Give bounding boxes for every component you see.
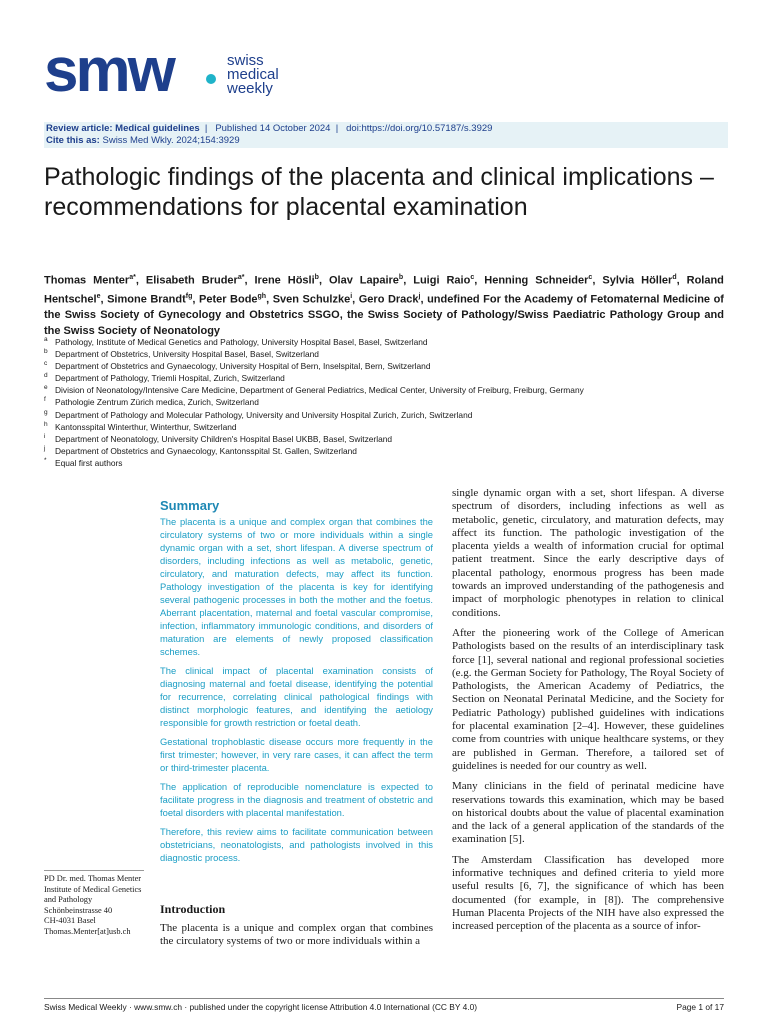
footer-divider — [44, 998, 724, 999]
author-affiliation-mark: i — [350, 292, 353, 300]
article-title: Pathologic findings of the placenta and clinical implications – recommendations for placental examination — [44, 163, 714, 221]
author-affiliation-mark: e — [96, 292, 101, 300]
introduction-text: The placenta is a unique and complex organ that combines the circulatory systems of two or more individuals within a — [160, 922, 433, 947]
author-affiliation-mark: b — [314, 274, 319, 281]
summary-paragraph: Therefore, this review aims to facilitate communication between obstetricians, neonatologists, and pathologists involved in this diagnostic process. — [160, 826, 433, 863]
affiliation-text: Department of Obstetrics and Gynaecology, Kantonsspital St. Gallen, Switzerland — [55, 445, 357, 456]
cite-label: Cite this as: — [46, 135, 100, 146]
author-affiliation-mark: c — [588, 274, 593, 281]
author-affiliation-mark: a* — [237, 274, 245, 281]
affiliation-text: Department of Obstetrics and Gynaecology, University Hospital of Bern, Inselspital, Bern, Switzerland — [55, 361, 431, 372]
footer-license: Swiss Medical Weekly · www.smw.ch · published under the copyright license Attribution 4.0 International (CC BY 4.0) — [44, 1002, 478, 1012]
page-number: Page 1 of 17 — [676, 1002, 724, 1012]
author-name: Olav Lapaire — [328, 274, 399, 287]
affiliation-text: Department of Pathology, Triemli Hospital, Zurich, Switzerland — [55, 373, 285, 384]
affiliation-item — [44, 421, 734, 433]
author-name: Simone Brandt — [107, 293, 186, 306]
affiliation-key: f — [44, 396, 46, 404]
author-affiliation-mark: fg — [185, 292, 193, 300]
author-name: Irene Hösli — [254, 274, 315, 287]
summary-paragraph: The clinical impact of placental examination consists of diagnosing maternal and foetal disease, identifying the potential for recurrence, correlating clinical pathological findings with distinct morphologic features, and identifying the aetiology responsible for growth restriction or foetal death. — [160, 665, 433, 728]
affiliation-key: * — [44, 456, 47, 464]
affiliation-item — [44, 457, 734, 469]
affiliation-key: e — [44, 384, 48, 392]
page-footer — [44, 1002, 724, 1013]
author-name: Thomas Menter — [44, 274, 130, 287]
affiliation-text: Equal first authors — [55, 457, 123, 468]
affiliation-item — [44, 372, 734, 384]
affiliation-key: h — [44, 420, 48, 428]
correspondence-divider — [44, 870, 144, 871]
affiliation-item — [44, 360, 734, 372]
article-meta-box: Review article: Medical guidelines | Published 14 October 2024 | doi:https://doi.org/10.57187/s.3929 Cite this as: Swiss Med Wkly. 2024;154:3929 — [44, 122, 728, 148]
correspondence-line: Schönbeinstrasse 40 — [44, 905, 113, 915]
correspondence-line: Institute of Medical Genetics and Pathology — [44, 884, 142, 904]
affiliation-text: Department of Pathology and Molecular Pathology, University and University Hospital Zurich, Zurich, Switzerland — [55, 409, 473, 420]
author-affiliation-mark: c — [470, 274, 475, 281]
right-column-text — [452, 487, 724, 941]
affiliation-key: b — [44, 348, 48, 356]
citation: Swiss Med Wkly. 2024;154:3929 — [102, 135, 240, 146]
body-paragraph: single dynamic organ with a set, short lifespan. A diverse spectrum of disorders, including infections as well as metabolic, genetic, circulatory, and maturation defects, may affect its function. The pathologic investigation of the placenta yields a wealth of information crucial for optimal patient treatment. Since the early descriptive days of placental pathology, enormous progress has been made towards an improved understanding of the pathogenesis and impact of morphologic phenotypes in relation to clinical conditions. — [452, 487, 724, 619]
author-affiliation-mark: gh — [257, 292, 267, 300]
author-name: Peter Bode — [198, 293, 258, 306]
affiliation-text: Department of Obstetrics, University Hospital Basel, Basel, Switzerland — [55, 349, 319, 360]
summary-paragraph: The placenta is a unique and complex organ that combines the circulatory systems of two or more individuals within a single dynamic organ with a set, short lifespan. A diverse spectrum of disorders, including infections as well as metabolic, genetic, circulatory, and maturation defects, may affect its function. Pathology investigation of the placenta is key for identifying several pathogenic processes in both the mother and the foetus. Aberrant placentation, maternal and foetal vascular compromise, infection, inflammatory immunologic conditions, and disorders of maturation are elements of newly proposed classification schemes. — [160, 516, 433, 657]
affiliation-text: Department of Neonatology, University Children's Hospital Basel UKBB, Basel, Switzerland — [55, 433, 393, 444]
body-paragraph: The Amsterdam Classification has developed more informative techniques and defined criteria to yield more useful results [6, 7], the significance of which has been documented (for example, in [8]). The comprehensive Human Placenta Projects of the NIH have also expressed the increased perception of the placenta as a source of infor- — [452, 853, 724, 933]
affiliation-key: d — [44, 372, 48, 380]
author-affiliation-mark: j — [418, 292, 421, 300]
author-name: Elisabeth Bruder — [145, 274, 238, 287]
correspondence-block — [44, 874, 144, 937]
affiliation-item — [44, 336, 734, 348]
affiliation-item — [44, 445, 734, 457]
author-affiliation-mark: d — [672, 274, 677, 281]
correspondence-line: CH-4031 Basel — [44, 916, 96, 925]
affiliation-item — [44, 396, 734, 408]
article-type: Review article: Medical guidelines — [46, 123, 200, 134]
affiliation-item — [44, 409, 734, 421]
introduction-heading: Introduction — [160, 902, 226, 916]
author-list: Thomas Menter$^{a*}$, Elisabeth Bruder$^{a*}$, Irene Hösli$^b$, Olav Lapaire$^b$, Luigi Raio$^c$, Henning Schneider$^c$, Sylvia Höller$^d$, Roland Hentschel$^e$, Simone Brandt$^{fg}$, Peter Bode$^{gh}$, Sven Schulzke$^i$, Gero Drack$^j$, undefined For the Academy of Fetomaternal Medicine of the Swiss Society of Gynecology and Obstetrics SSGO, the Swiss Society of Pathology/Swiss Paediatric Pathology Group and the Swiss Society of Neonatology — [44, 274, 724, 338]
summary-heading: Summary — [160, 498, 220, 513]
doi-link[interactable]: doi:https://doi.org/10.57187/s.3929 — [346, 123, 493, 134]
logo-subtitle: swiss medical weekly — [227, 52, 279, 97]
author-affiliation-mark: a* — [129, 274, 136, 281]
author-affiliation-mark: b — [398, 274, 404, 281]
correspondence-line: Thomas.Menter[at]usb.ch — [44, 926, 131, 936]
affiliation-key: g — [44, 408, 48, 416]
affiliation-text: Division of Neonatology/Intensive Care Medicine, Department of General Pediatrics, Medical Center, University of Freiburg, Freiburg, Germany — [55, 385, 584, 396]
body-paragraph: Many clinicians in the field of perinatal medicine have reservations towards this examination, which may be based on historical doubts about the value of placental examination and the lack of a general application of the standards of the examination [5]. — [452, 780, 724, 846]
author-name: Sven Schulzke — [272, 293, 351, 306]
author-name: Sylvia Höller — [602, 274, 673, 287]
logo-dot-icon — [206, 74, 216, 84]
author-name: Roland Hentschel — [44, 274, 724, 306]
correspondence-line: PD Dr. med. Thomas Menter — [44, 874, 142, 883]
affiliation-item — [44, 433, 734, 445]
logo-wordmark: smw — [44, 36, 173, 105]
author-group: undefined For the Academy of Fetomaternal Medicine of the Swiss Society of Gynecology and Obstetrics SSGO, the Swiss Society of Pathology/Swiss Paediatric Pathology Group and the Swiss Society of Neonatology — [44, 293, 724, 338]
author-name: Gero Drack — [358, 293, 419, 306]
affiliation-key: c — [44, 360, 48, 368]
affiliation-key: i — [44, 432, 46, 440]
author-name: Luigi Raio — [413, 274, 471, 287]
summary-paragraph: The application of reproducible nomenclature is expected to facilitate progress in the diagnosis and treatment of obstetric and foetal disorders with placental manifestation. — [160, 781, 433, 818]
affiliation-text: Pathology, Institute of Medical Genetics and Pathology, University Hospital Basel, Basel, Switzerland — [55, 337, 428, 347]
publish-date: Published 14 October 2024 — [215, 123, 331, 134]
affiliation-list — [44, 336, 734, 469]
affiliation-item — [44, 348, 734, 360]
summary-section — [160, 498, 433, 870]
affiliation-item — [44, 384, 734, 396]
body-paragraph: After the pioneering work of the College of American Pathologists based on the results of an interdisciplinary task force [1], several national and regional professional societies (e.g. the German Society for Pathology, The Royal Society of Pathologists, the American Academy of Pediatrics, the Section on Neonatal Perinatal Medicine, and the Society for Pediatric Pathology) published guidelines with indications for placental examination [2–4]. However, these guidelines come from countries with unique healthcare systems, or they are published in German. Therefore, a tailored set of guidelines is needed for our country as well. — [452, 626, 724, 772]
author-name: Henning Schneider — [484, 274, 589, 287]
affiliation-key: a — [44, 336, 48, 343]
summary-paragraph: Gestational trophoblastic disease occurs more frequently in the first trimester; however, in very rare cases, it can affect the term or third-trimester placenta. — [160, 736, 433, 773]
affiliation-text: Kantonsspital Winterthur, Winterthur, Switzerland — [55, 421, 237, 432]
affiliation-text: Pathologie Zentrum Zürich medica, Zurich, Switzerland — [55, 397, 259, 408]
affiliation-key: j — [44, 444, 46, 452]
